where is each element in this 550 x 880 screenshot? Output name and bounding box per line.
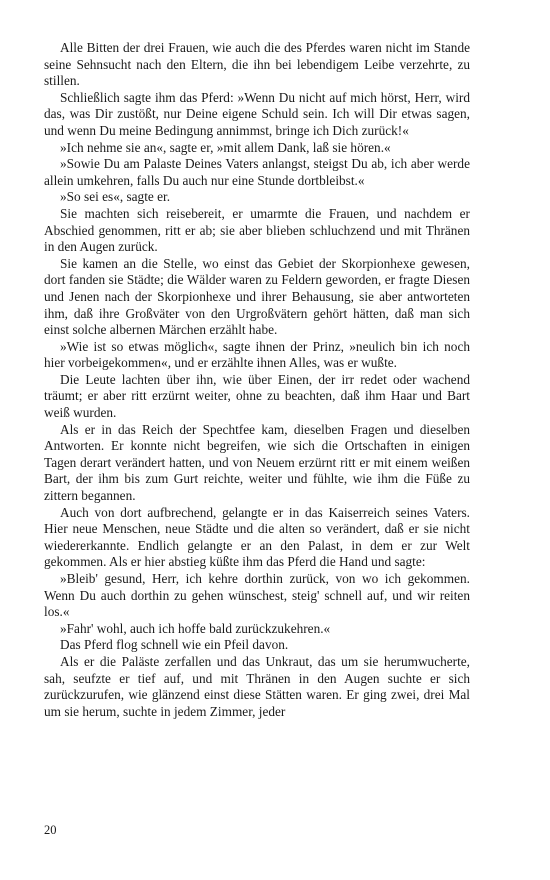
paragraph: Als er die Paläste zerfallen und das Unkraut, das um sie herumwucherte, sah, seufzte er tief auf, und mit Thränen in den Augen suchte er sich zurückzurufen, wie glänzend einst diese Stätten waren. Er ging zwei, drei Mal um sie herum, suchte in jedem Zimmer, jeder (44, 653, 470, 719)
paragraph: Schließlich sagte ihm das Pferd: »Wenn Du nicht auf mich hörst, Herr, wird das, was Dir zustößt, nur Deine eigene Schuld sein. Ich will Dir etwas sagen, und wenn Du meine Bedingung annimmst, bringe ich Dich zurück!« (44, 89, 470, 138)
paragraph: »So sei es«, sagte er. (60, 189, 171, 205)
paragraph: Die Leute lachten über ihn, wie über Einen, der irr redet oder wachend träumt; er aber ritt erzürnt weiter, ohne zu beachten, daß ihm Haar und Bart weiß wurden. (44, 371, 470, 421)
paragraph: Als er in das Reich der Spechtfee kam, dieselben Fragen und dieselben Antworten. Er konnte nicht begreifen, wie sich die Ortschaften in einigen Tagen derart verändert hatten, und von Neuem erzürnt ritt er mit einem weißen Bart, der ihm bis zum Gurt reichte, weiter und fühlte, wie ihm die Füße zu zittern begannen. (44, 421, 470, 504)
paragraph: »Sowie Du am Palaste Deines Vaters anlangst, steigst Du ab, ich aber werde allein umkehren, falls Du auch nur eine Stunde dortbleibst.« (44, 156, 470, 188)
paragraph: »Fahr' wohl, auch ich hoffe bald zurückzukehren.« (60, 620, 331, 636)
paragraph: »Bleib' gesund, Herr, ich kehre dorthin zurück, von wo ich gekommen. Wenn Du auch dorthin zu gehen wünschest, steig' schnell auf, und wir reiten los.« (44, 571, 470, 620)
book-page (44, 40, 470, 840)
paragraph: Sie machten sich reisebereit, er umarmte die Frauen, und nachdem er Abschied genommen, ritt er ab; sie aber blieben schluchzend und mit Thränen in den Augen zurück. (44, 205, 470, 255)
body-text (44, 40, 470, 720)
paragraph: »Ich nehme sie an«, sagte er, »mit allem Dank, laß sie hören.« (60, 139, 391, 155)
paragraph: Sie kamen an die Stelle, wo einst das Gebiet der Skorpionhexe gewesen, dort fanden sie Städte; die Wälder waren zu Feldern geworden, er fragte Diesen und Jenen nach der Skorpionhexe und ihrer Behausung, sie aber antworteten ihm, daß ihre Großväter von den Urgroßvätern gehört hätten, daß man sich einst solche albernen Märchen erzählt habe. (44, 255, 470, 338)
paragraph: Das Pferd flog schnell wie ein Pfeil davon. (60, 637, 289, 653)
page-number: 20 (44, 823, 57, 837)
paragraph: Alle Bitten der drei Frauen, wie auch die des Pferdes waren nicht im Stande seine Sehnsucht nach den Eltern, die ihn bei lebendigem Leibe verzehrte, zu stillen. (44, 40, 470, 89)
paragraph: Auch von dort aufbrechend, gelangte er in das Kaiserreich seines Vaters. Hier neue Menschen, neue Städte und die alten so verändert, daß er sie nicht wiedererkannte. Endlich gelangte er an den Palast, in dem er zur Welt gekommen. Als er hier abstieg küßte ihm das Pferd die Hand und sagte: (44, 504, 470, 570)
paragraph: »Wie ist so etwas möglich«, sagte ihnen der Prinz, »neulich bin ich noch hier vorbeigekommen«, und er erzählte ihnen Alles, was er wußte. (44, 338, 470, 371)
